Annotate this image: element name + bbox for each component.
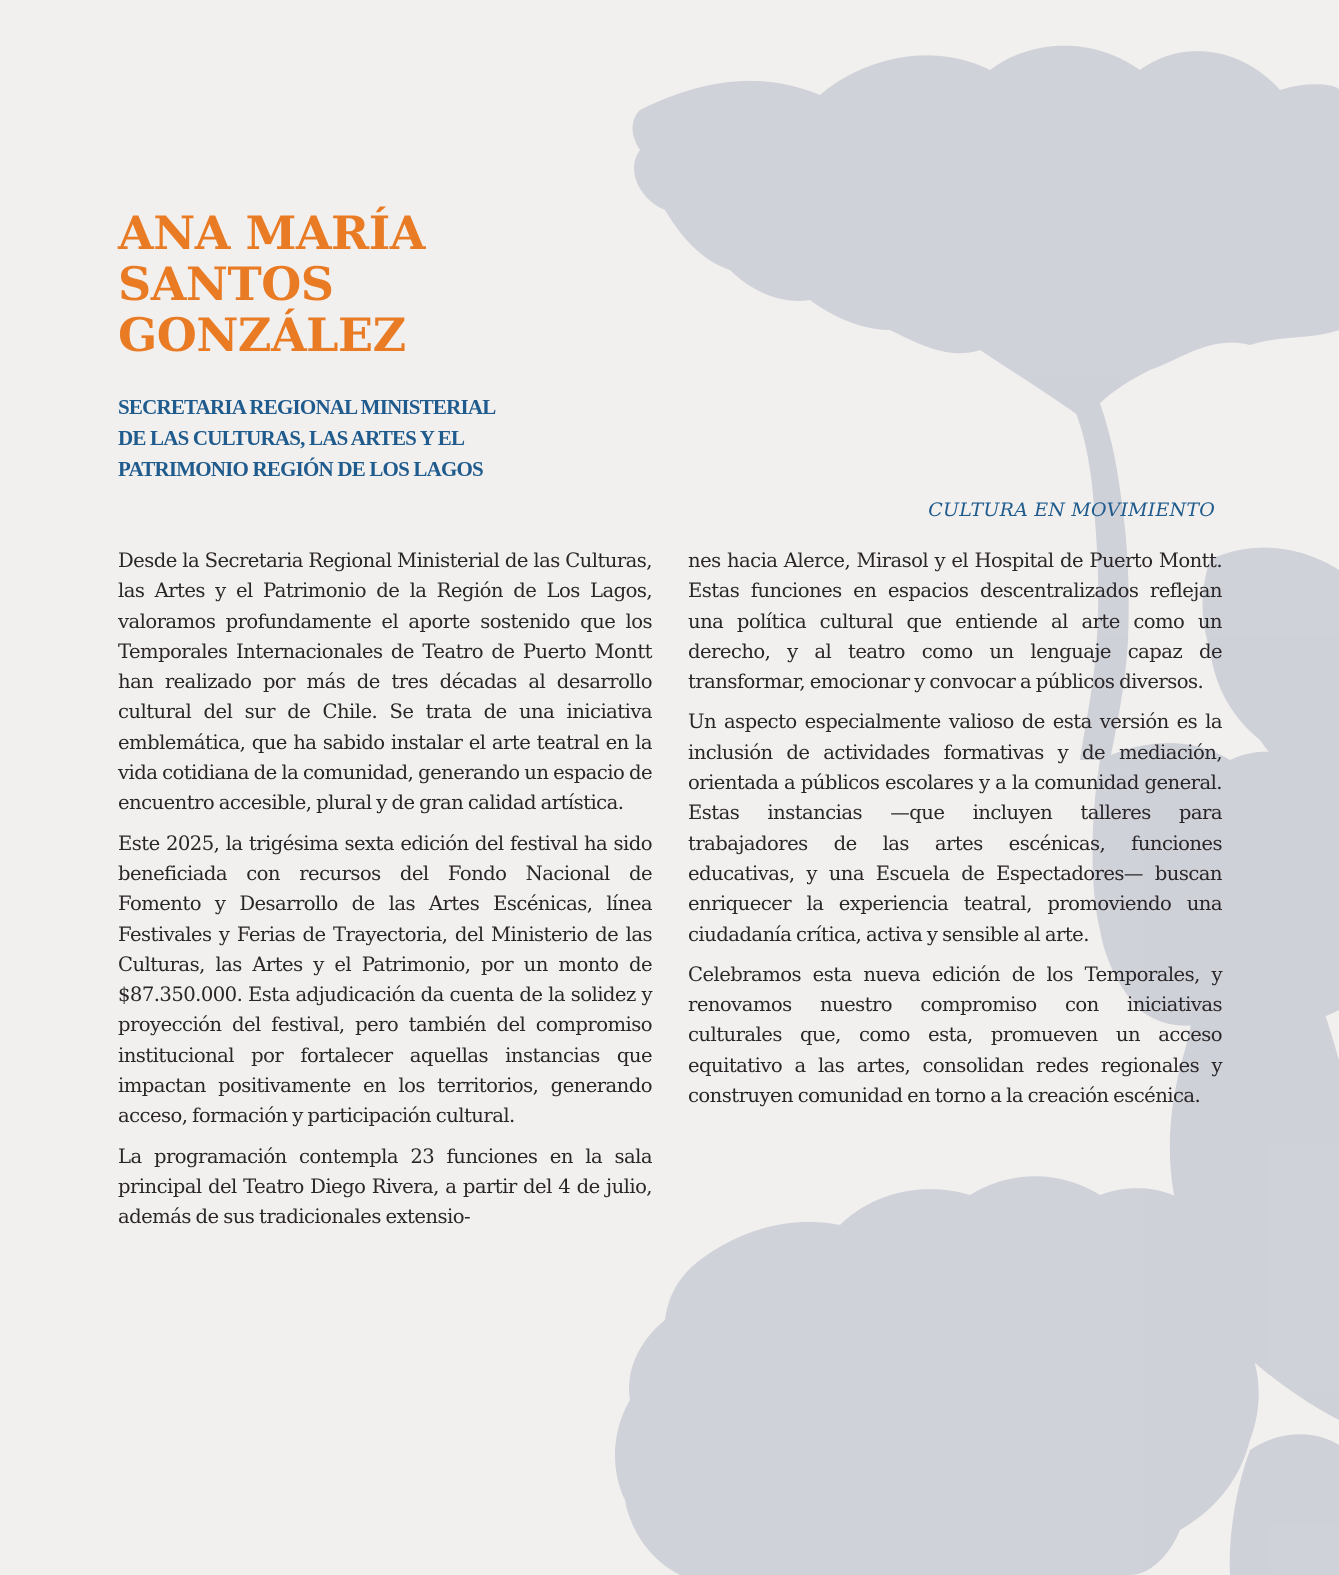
person-role (118, 392, 638, 485)
name-line-2: SANTOS (118, 257, 334, 311)
left-paragraph-3: La programación contempla 23 funciones en la sala principal del Teatro Diego Rivera, a partir del 4 de julio, además de sus tradicionales extensio- (118, 1144, 652, 1229)
upper-leaf-shape (633, 46, 1339, 420)
right-paragraph-1: nes hacia Alerce, Mirasol y el Hospital de Puerto Montt. Estas funciones en espacios descentralizados reflejan una política cultural que entiende al arte como un derecho, y al teatro como un lenguaje capaz de transformar, emocionar y convocar a públicos diversos. (688, 549, 1222, 694)
section-tag: CULTURA EN MOVIMIENTO (928, 499, 1215, 521)
person-name (118, 208, 678, 361)
role-line-2: DE LAS CULTURAS, LAS ARTES Y EL (118, 426, 465, 450)
bottom-right-shape (1230, 1434, 1339, 1575)
name-line-3: GONZÁLEZ (118, 308, 406, 362)
left-column (118, 546, 652, 1243)
name-line-1: ANA MARÍA (118, 206, 425, 260)
role-line-3: PATRIMONIO REGIÓN DE LOS LAGOS (118, 457, 483, 481)
lower-leaf-shape (615, 1176, 1259, 1575)
role-line-1: SECRETARIA REGIONAL MINISTERIAL (118, 395, 496, 419)
right-paragraph-3: Celebramos esta nueva edición de los Temporales, y renovamos nuestro compromiso con iniciativas culturales que, como esta, promueven un acceso equitativo a las artes, consolidan redes regionales y construyen comunidad en torno a la creación escénica. (688, 962, 1222, 1108)
right-paragraph-2: Un aspecto especialmente valioso de esta versión es la inclusión de actividades formativas y de mediación, orientada a públicos escolares y a la comunidad general. Estas instancias —que incluyen talleres para trabajadores de las artes escénicas, funciones educativas, y una Escuela de Espectadores— buscan enriquecer la experiencia teatral, promoviendo una ciudadanía crítica, activa y sensible al arte. (688, 710, 1222, 946)
left-paragraph-1: Desde la Secretaria Regional Ministerial de las Culturas, las Artes y el Patrimonio de la Región de Los Lagos, valoramos profundamente el aporte sostenido que los Temporales Internacionales de Teatro de Puerto Montt han realizado por más de tres décadas al desarrollo cultural del sur de Chile. Se trata de una iniciativa emblemática, que ha sabido instalar el arte teatral en la vida cotidiana de la comunidad, generando un espacio de encuentro accesible, plural y de gran calidad artística. (118, 549, 652, 815)
left-paragraph-2: Este 2025, la trigésima sexta edición del festival ha sido beneficiada con recursos del Fondo Nacional de Fomento y Desarrollo de las Artes Escénicas, línea Festivales y Ferias de Trayectoria, del Ministerio de las Culturas, las Artes y el Patrimonio, por un monto de $87.350.000. Esta adjudicación da cuenta de la solidez y proyección del festival, pero también del compromiso institucional por fortalecer aquellas instancias que impactan positivamente en los territorios, generando acceso, formación y participación cultural. (118, 831, 652, 1128)
right-column (688, 546, 1222, 1121)
